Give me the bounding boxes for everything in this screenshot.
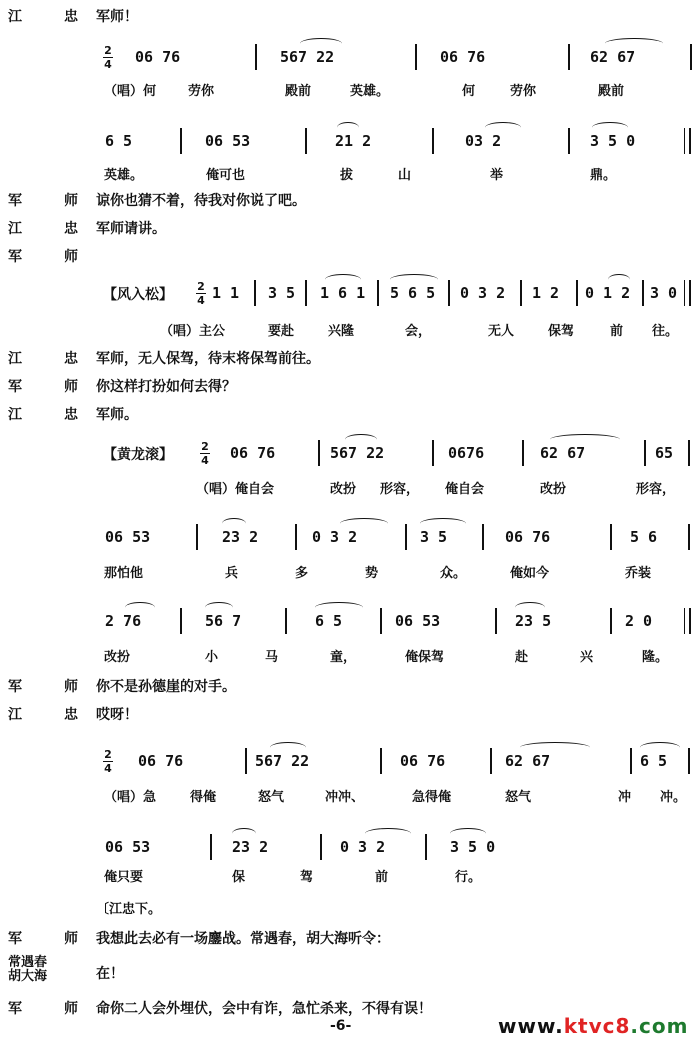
lyric-text: 鼎。 <box>590 168 617 183</box>
lyric-text: 势 <box>365 566 379 581</box>
measure-notes: 2 76 <box>105 612 142 630</box>
lyric-text: 小 <box>205 650 219 665</box>
measure-notes: 0 3 2 <box>340 838 386 856</box>
speaker-name: 军 师 <box>8 679 78 695</box>
lyric-text: 冲。 <box>660 790 687 805</box>
dialogue-text: 哎呀！ <box>96 707 138 723</box>
speaker-name: 江 忠 <box>8 9 78 25</box>
time-signature: 2 4 <box>201 440 209 467</box>
notation-line <box>0 524 700 550</box>
lyric-text: 俺如今 <box>510 566 550 581</box>
lyric-text: 会， <box>405 324 432 339</box>
speaker-name: 军 师 <box>8 379 78 395</box>
stage-direction: 〔江忠下。 <box>96 902 162 917</box>
measure-notes: 06 76 <box>505 528 551 546</box>
notation-line <box>0 748 700 774</box>
measure-notes: 23 5 <box>515 612 552 630</box>
speaker-name: 胡大海 <box>8 969 48 984</box>
lyric-text: 改扮 <box>330 482 357 497</box>
lyric-text: 怒气 <box>258 790 285 805</box>
dialogue-text: 军师请讲。 <box>96 221 166 237</box>
dialogue-text: 在！ <box>96 966 124 982</box>
speaker-name: 江 忠 <box>8 707 78 723</box>
speaker-name: 军 师 <box>8 1001 78 1017</box>
speaker-name: 军 师 <box>8 249 78 265</box>
dialogue-text: 军师！ <box>96 9 138 25</box>
measure-notes: 6 5 <box>640 752 668 770</box>
measure-notes: 21 2 <box>335 132 372 150</box>
speaker-name: 常遇春 <box>8 955 48 970</box>
lyric-text: 那怕他 <box>104 566 144 581</box>
lyric-text: 驾 <box>300 870 314 885</box>
time-signature: 2 4 <box>104 748 112 775</box>
lyric-text: 行。 <box>455 870 482 885</box>
measure-notes: 62 67 <box>540 444 586 462</box>
lyric-text: （唱）主公 <box>160 324 226 339</box>
speaker-name: 江 忠 <box>8 351 78 367</box>
page-number: -6- <box>330 1018 352 1034</box>
measure-notes: 62 67 <box>590 48 636 66</box>
measure-notes: 567 22 <box>280 48 335 66</box>
lyric-text: 保 <box>232 870 246 885</box>
measure-notes: 3 5 0 <box>450 838 496 856</box>
measure-notes: 06 53 <box>105 528 151 546</box>
measure-notes: 06 53 <box>205 132 251 150</box>
measure-notes: 0 1 2 <box>585 284 631 302</box>
measure-notes: 1 2 <box>532 284 560 302</box>
tune-label: 【风入松】 <box>103 287 173 303</box>
measure-notes: 03 2 <box>465 132 502 150</box>
lyric-text: 俺可也 <box>206 168 246 183</box>
lyric-text: 前 <box>375 870 389 885</box>
lyric-text: 殿前 <box>285 84 312 99</box>
measure-notes: 5 6 <box>630 528 658 546</box>
measure-notes: 23 2 <box>232 838 269 856</box>
measure-notes: 06 76 <box>138 752 184 770</box>
lyric-text: 何 <box>462 84 476 99</box>
lyric-text: 马 <box>265 650 279 665</box>
measure-notes: 0 3 2 <box>312 528 358 546</box>
measure-notes: 5 6 5 <box>390 284 436 302</box>
lyric-text: 乔装 <box>625 566 652 581</box>
lyric-text: 急得俺 <box>412 790 452 805</box>
lyric-text: 赴 <box>515 650 529 665</box>
notation-line <box>0 608 700 634</box>
tune-label: 【黄龙滚】 <box>103 447 173 463</box>
lyric-text: 冲冲、 <box>325 790 365 805</box>
lyric-text: 山 <box>398 168 412 183</box>
lyric-text: 多 <box>295 566 309 581</box>
watermark-prefix: www. <box>498 1014 564 1038</box>
lyric-text: 隆。 <box>642 650 669 665</box>
lyric-text: 举 <box>490 168 504 183</box>
lyric-text: 往。 <box>652 324 679 339</box>
measure-notes: 3 0 <box>650 284 678 302</box>
measure-notes: 1 1 <box>212 284 240 302</box>
lyric-text: 英雄。 <box>350 84 390 99</box>
dialogue-text: 命你二人会外埋伏，会中有诈，急忙杀来，不得有误！ <box>96 1001 432 1017</box>
measure-notes: 3 5 0 <box>590 132 636 150</box>
speaker-name: 江 忠 <box>8 407 78 423</box>
lyric-text: 俺自会 <box>445 482 485 497</box>
lyric-text: 怒气 <box>505 790 532 805</box>
measure-notes: 3 5 <box>268 284 296 302</box>
dialogue-text: 你这样打扮如何去得？ <box>96 379 236 395</box>
measure-notes: 62 67 <box>505 752 551 770</box>
measure-notes: 06 76 <box>230 444 276 462</box>
lyric-text: 兴隆 <box>328 324 355 339</box>
measure-notes: 0 3 2 <box>460 284 506 302</box>
notation-line <box>0 440 700 466</box>
lyric-text: 冲 <box>618 790 632 805</box>
measure-notes: 0676 <box>448 444 485 462</box>
watermark-brand: ktvc8 <box>563 1014 631 1038</box>
lyric-text: 俺只要 <box>104 870 144 885</box>
lyric-text: （唱）俺自会 <box>196 482 275 497</box>
site-watermark <box>498 1014 688 1038</box>
notation-line <box>0 128 700 154</box>
measure-notes: 06 76 <box>135 48 181 66</box>
measure-notes: 567 22 <box>255 752 310 770</box>
measure-notes: 06 76 <box>440 48 486 66</box>
lyric-text: 劳你 <box>188 84 215 99</box>
speaker-name: 军 师 <box>8 193 78 209</box>
notation-line <box>0 280 700 306</box>
measure-notes: 3 5 <box>420 528 448 546</box>
dialogue-text: 你不是孙德崖的对手。 <box>96 679 236 695</box>
dialogue-text: 谅你也猜不着，待我对你说了吧。 <box>96 193 306 209</box>
lyric-text: 得俺 <box>190 790 217 805</box>
time-signature: 2 4 <box>104 44 112 71</box>
lyric-text: 改扮 <box>540 482 567 497</box>
lyric-text: 前 <box>610 324 624 339</box>
dialogue-text: 我想此去必有一场鏖战。常遇春，胡大海听令： <box>96 931 390 947</box>
lyric-text: 英雄。 <box>104 168 144 183</box>
measure-notes: 06 76 <box>400 752 446 770</box>
measure-notes: 567 22 <box>330 444 385 462</box>
time-signature: 2 4 <box>197 280 205 307</box>
measure-notes: 65 <box>655 444 674 462</box>
measure-notes: 1 6 1 <box>320 284 366 302</box>
lyric-text: 拔 <box>340 168 354 183</box>
lyric-text: 兵 <box>225 566 239 581</box>
measure-notes: 06 53 <box>395 612 441 630</box>
lyric-text: 形容， <box>636 482 676 497</box>
speaker-name: 军 师 <box>8 931 78 947</box>
lyric-text: 改扮 <box>104 650 131 665</box>
measure-notes: 23 2 <box>222 528 259 546</box>
lyric-text: 劳你 <box>510 84 537 99</box>
dialogue-text: 军师，无人保驾，待末将保驾前往。 <box>96 351 320 367</box>
lyric-text: 兴 <box>580 650 594 665</box>
watermark-suffix: .com <box>630 1014 689 1038</box>
lyric-text: （唱）急 <box>104 790 157 805</box>
lyric-text: 童， <box>330 650 357 665</box>
measure-notes: 2 0 <box>625 612 653 630</box>
measure-notes: 6 5 <box>315 612 343 630</box>
lyric-text: 要赴 <box>268 324 295 339</box>
lyric-text: 保驾 <box>548 324 575 339</box>
lyric-text: （唱）何 <box>104 84 157 99</box>
measure-notes: 06 53 <box>105 838 151 856</box>
notation-line <box>0 44 700 70</box>
notation-line <box>0 834 700 860</box>
lyric-text: 殿前 <box>598 84 625 99</box>
measure-notes: 56 7 <box>205 612 242 630</box>
lyric-text: 形容， <box>380 482 420 497</box>
dialogue-text: 军师。 <box>96 407 138 423</box>
measure-notes: 6 5 <box>105 132 133 150</box>
lyric-text: 俺保驾 <box>405 650 445 665</box>
speaker-name: 江 忠 <box>8 221 78 237</box>
lyric-text: 众。 <box>440 566 467 581</box>
lyric-text: 无人 <box>488 324 515 339</box>
